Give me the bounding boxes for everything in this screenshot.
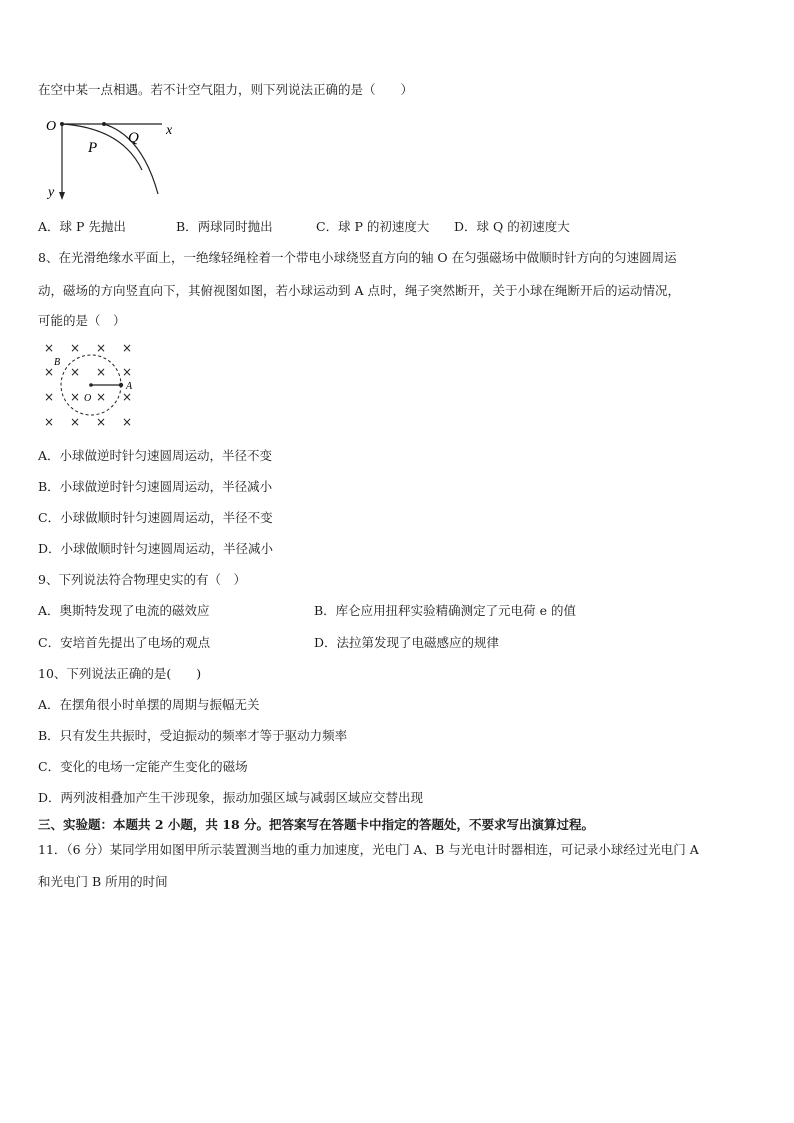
q8-label-a: A bbox=[126, 381, 133, 392]
q8-ball-a bbox=[119, 383, 123, 387]
q10-option-d: D．两列波相叠加产生干涉现象，振动加强区域与减弱区域应交替出现 bbox=[38, 790, 424, 805]
q8-label-b: B bbox=[54, 357, 61, 368]
q9-option-c: C．安培首先提出了电场的观点 bbox=[38, 635, 211, 650]
q7-label-y: y bbox=[48, 185, 55, 200]
field-mark: × bbox=[96, 341, 107, 355]
field-mark: × bbox=[44, 415, 55, 429]
q10-option-a: A．在摆角很小时单摆的周期与振幅无关 bbox=[38, 697, 260, 712]
field-mark: × bbox=[70, 390, 81, 404]
field-mark: × bbox=[122, 415, 133, 429]
field-mark: × bbox=[44, 365, 55, 379]
field-mark: × bbox=[122, 390, 133, 404]
q8-option-c: C．小球做顺时针匀速圆周运动，半径不变 bbox=[38, 510, 273, 525]
q10-option-b: B．只有发生共振时，受迫振动的频率才等于驱动力频率 bbox=[38, 728, 348, 743]
q10-option-c: C．变化的电场一定能产生变化的磁场 bbox=[38, 759, 248, 774]
q11-stem-line1: 11．（6 分）某同学用如图甲所示装置测当地的重力加速度，光电门 A、B 与光电计时器相连，可记录小球经过光电门 A bbox=[38, 842, 699, 857]
q7-y-arrow bbox=[59, 192, 65, 200]
q9-option-d: D．法拉第发现了电磁感应的规律 bbox=[314, 635, 500, 650]
q8-stem-line3: 可能的是（ ） bbox=[38, 313, 126, 328]
q7-label-o: O bbox=[46, 119, 57, 134]
q7-label-p: P bbox=[88, 140, 98, 156]
q7-label-q: Q bbox=[128, 130, 139, 146]
field-mark: × bbox=[96, 365, 107, 379]
field-mark: × bbox=[96, 415, 107, 429]
q8-figure bbox=[40, 338, 150, 430]
q10-stem: 10、下列说法正确的是( ) bbox=[38, 666, 202, 681]
q7-option-c: C．球 P 的初速度大 bbox=[316, 219, 430, 234]
q7-option-a: A．球 P 先抛出 bbox=[38, 219, 126, 234]
field-mark: × bbox=[44, 390, 55, 404]
field-mark: × bbox=[96, 390, 107, 404]
q9-stem: 9、下列说法符合物理史实的有（ ） bbox=[38, 572, 246, 587]
section3-heading: 三、实验题：本题共 2 小题，共 18 分。把答案写在答题卡中指定的答题处，不要求写出演算过程。 bbox=[38, 817, 595, 832]
q7-option-b: B．两球同时抛出 bbox=[176, 219, 273, 234]
field-mark: × bbox=[122, 365, 133, 379]
q7-option-d: D．球 Q 的初速度大 bbox=[454, 219, 570, 234]
field-mark: × bbox=[70, 415, 81, 429]
q7-stem: 在空中某一点相遇。若不计空气阻力，则下列说法正确的是（ ） bbox=[38, 82, 414, 97]
field-mark: × bbox=[122, 341, 133, 355]
q7-label-x: x bbox=[166, 123, 173, 138]
field-mark: × bbox=[44, 341, 55, 355]
q8-option-b: B．小球做逆时针匀速圆周运动，半径减小 bbox=[38, 479, 273, 494]
field-mark: × bbox=[70, 341, 81, 355]
q8-option-d: D．小球做顺时针匀速圆周运动，半径减小 bbox=[38, 541, 274, 556]
q8-option-a: A．小球做逆时针匀速圆周运动，半径不变 bbox=[38, 448, 273, 463]
q8-stem-line1: 8、在光滑绝缘水平面上，一绝缘轻绳栓着一个带电小球绕竖直方向的轴 O 在匀强磁场中做顺时针方向的匀速圆周运 bbox=[38, 250, 677, 265]
field-mark: × bbox=[70, 365, 81, 379]
q9-option-a: A．奥斯特发现了电流的磁效应 bbox=[38, 603, 210, 618]
q11-stem-line2: 和光电门 B 所用的时间 bbox=[38, 874, 168, 889]
q8-label-o: O bbox=[84, 393, 92, 404]
q8-stem-line2: 动，磁场的方向竖直向下，其俯视图如图，若小球运动到 A 点时，绳子突然断开，关于小球在绳断开后的运动情况， bbox=[38, 283, 680, 298]
q9-option-b: B．库仑应用扭秤实验精确测定了元电荷 e 的值 bbox=[314, 603, 577, 618]
q7-figure bbox=[42, 116, 192, 202]
